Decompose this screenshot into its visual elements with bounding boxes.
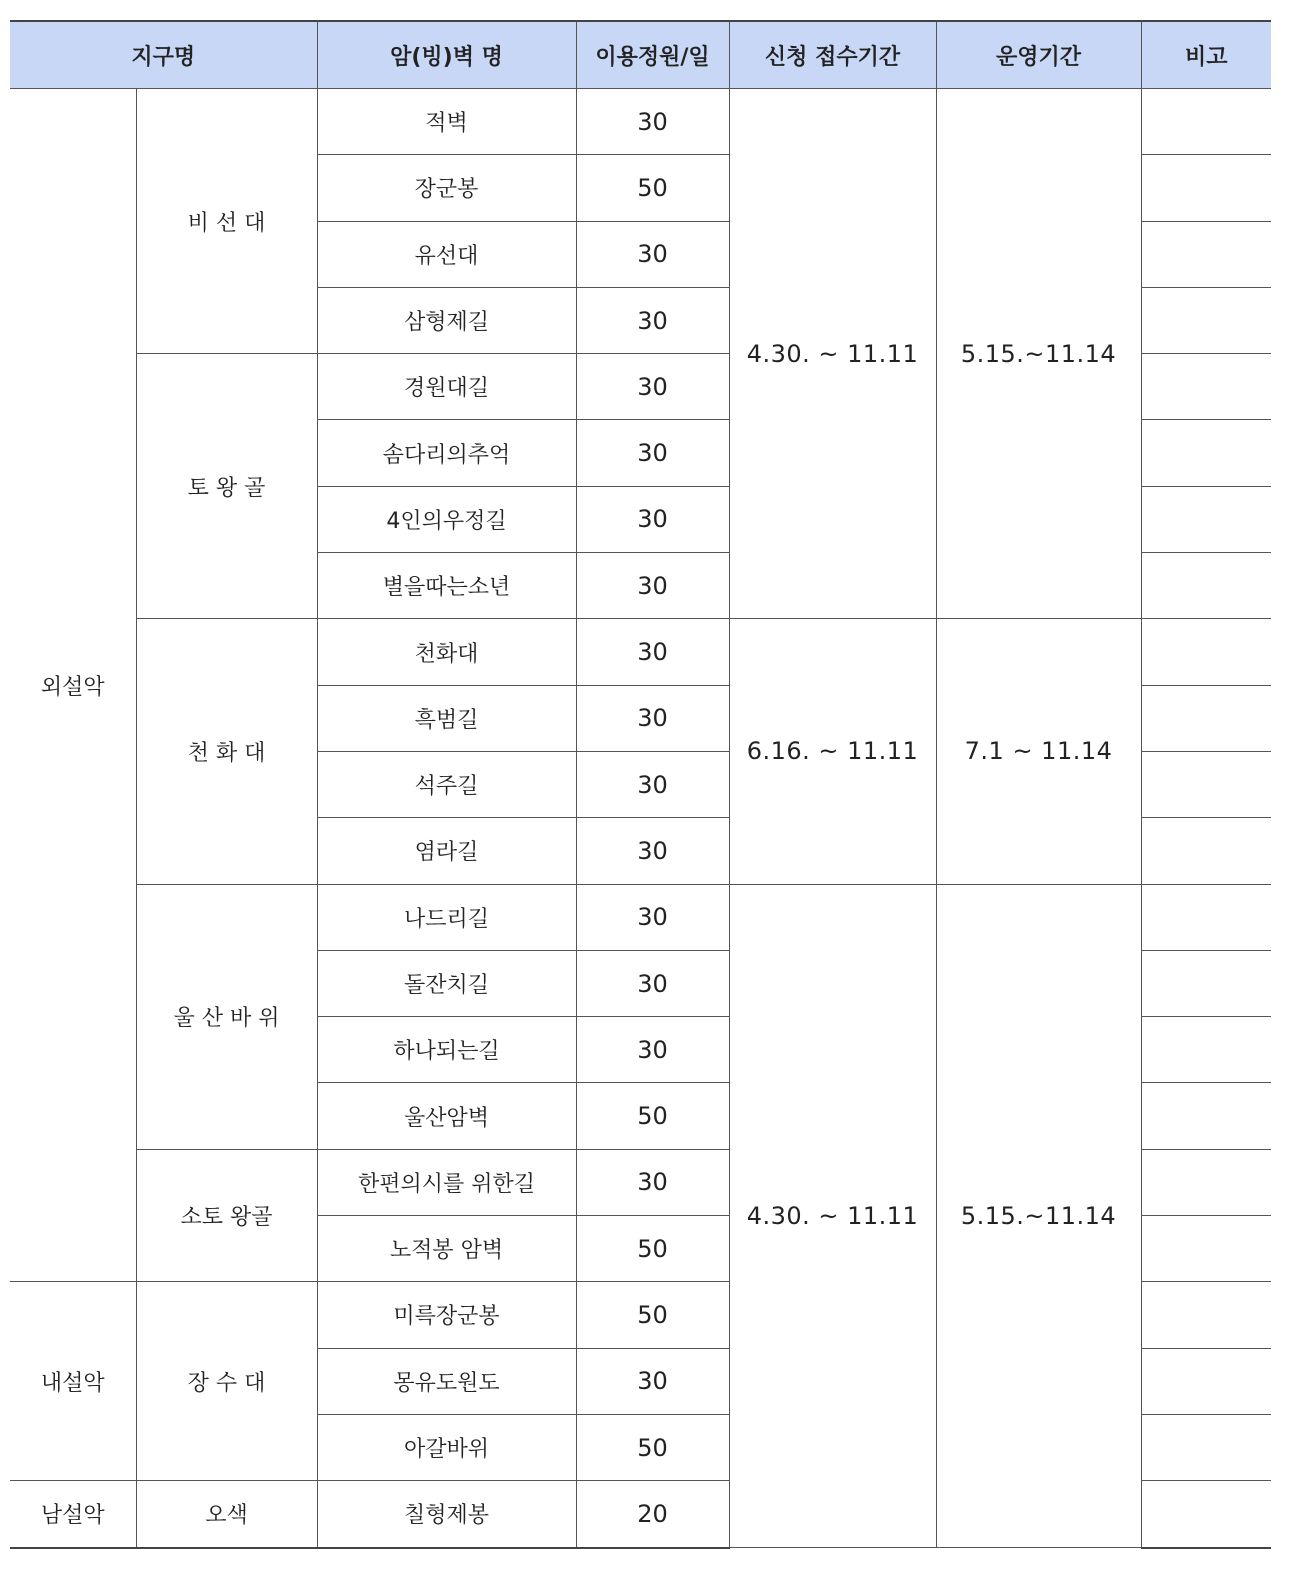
- route-cell: 천화대: [317, 619, 576, 685]
- note-cell: [1141, 1414, 1271, 1480]
- note-cell: [1141, 818, 1271, 884]
- capacity-cell: 30: [576, 751, 729, 817]
- note-cell: [1141, 287, 1271, 353]
- capacity-cell: 30: [576, 354, 729, 420]
- district-cell: 남설악: [10, 1481, 136, 1548]
- climbing-schedule-table: [10, 20, 1271, 1549]
- route-cell: 석주길: [317, 751, 576, 817]
- route-cell: 유선대: [317, 221, 576, 287]
- operation-period-cell: 5.15.~11.14: [936, 884, 1141, 1547]
- note-cell: [1141, 89, 1271, 155]
- capacity-cell: 30: [576, 89, 729, 155]
- table-row: [10, 884, 1271, 950]
- note-cell: [1141, 751, 1271, 817]
- note-cell: [1141, 685, 1271, 751]
- note-cell: [1141, 1149, 1271, 1215]
- capacity-cell: 30: [576, 1149, 729, 1215]
- note-cell: [1141, 221, 1271, 287]
- header-operation-period: 운영기간: [936, 21, 1141, 89]
- application-period-cell: 6.16. ~ 11.11: [729, 619, 936, 884]
- capacity-cell: 30: [576, 1017, 729, 1083]
- area-cell: 비 선 대: [136, 89, 317, 354]
- note-cell: [1141, 1017, 1271, 1083]
- note-cell: [1141, 950, 1271, 1016]
- capacity-cell: 30: [576, 685, 729, 751]
- route-cell: 염라길: [317, 818, 576, 884]
- area-cell: 소토 왕골: [136, 1149, 317, 1282]
- capacity-cell: 30: [576, 619, 729, 685]
- route-cell: 장군봉: [317, 155, 576, 221]
- area-cell: 오색: [136, 1481, 317, 1548]
- route-cell: 울산암벽: [317, 1083, 576, 1149]
- capacity-cell: 30: [576, 553, 729, 619]
- header-region: 지구명: [10, 21, 317, 89]
- operation-period-cell: 7.1 ~ 11.14: [936, 619, 1141, 884]
- route-cell: 적벽: [317, 89, 576, 155]
- capacity-cell: 30: [576, 221, 729, 287]
- route-cell: 4인의우정길: [317, 486, 576, 552]
- header-note: 비고: [1141, 21, 1271, 89]
- operation-period-cell: 5.15.~11.14: [936, 89, 1141, 619]
- capacity-cell: 30: [576, 950, 729, 1016]
- capacity-cell: 30: [576, 884, 729, 950]
- route-cell: 흑범길: [317, 685, 576, 751]
- note-cell: [1141, 1216, 1271, 1282]
- route-cell: 삼형제길: [317, 287, 576, 353]
- route-cell: 경원대길: [317, 354, 576, 420]
- route-cell: 아갈바위: [317, 1414, 576, 1480]
- table-row: [10, 619, 1271, 685]
- area-cell: 토 왕 골: [136, 354, 317, 619]
- header-route: 암(빙)벽 명: [317, 21, 576, 89]
- capacity-cell: 50: [576, 1083, 729, 1149]
- route-cell: 노적봉 암벽: [317, 1216, 576, 1282]
- note-cell: [1141, 1481, 1271, 1548]
- route-cell: 별을따는소년: [317, 553, 576, 619]
- application-period-cell: 4.30. ~ 11.11: [729, 884, 936, 1547]
- note-cell: [1141, 486, 1271, 552]
- capacity-cell: 50: [576, 155, 729, 221]
- capacity-cell: 50: [576, 1216, 729, 1282]
- area-cell: 울 산 바 위: [136, 884, 317, 1149]
- note-cell: [1141, 1282, 1271, 1348]
- area-cell: 장 수 대: [136, 1282, 317, 1481]
- note-cell: [1141, 619, 1271, 685]
- district-cell: 내설악: [10, 1282, 136, 1481]
- route-cell: 하나되는길: [317, 1017, 576, 1083]
- header-capacity: 이용정원/일: [576, 21, 729, 89]
- application-period-cell: 4.30. ~ 11.11: [729, 89, 936, 619]
- district-cell: 외설악: [10, 89, 136, 1282]
- capacity-cell: 50: [576, 1414, 729, 1480]
- capacity-cell: 30: [576, 486, 729, 552]
- capacity-cell: 50: [576, 1282, 729, 1348]
- note-cell: [1141, 1348, 1271, 1414]
- route-cell: 칠형제봉: [317, 1481, 576, 1548]
- header-row: [10, 21, 1271, 89]
- route-cell: 나드리길: [317, 884, 576, 950]
- capacity-cell: 20: [576, 1481, 729, 1548]
- note-cell: [1141, 1083, 1271, 1149]
- capacity-cell: 30: [576, 1348, 729, 1414]
- header-application-period: 신청 접수기간: [729, 21, 936, 89]
- area-cell: 천 화 대: [136, 619, 317, 884]
- note-cell: [1141, 884, 1271, 950]
- note-cell: [1141, 420, 1271, 486]
- capacity-cell: 30: [576, 420, 729, 486]
- route-cell: 몽유도원도: [317, 1348, 576, 1414]
- route-cell: 한편의시를 위한길: [317, 1149, 576, 1215]
- note-cell: [1141, 354, 1271, 420]
- note-cell: [1141, 155, 1271, 221]
- route-cell: 솜다리의추억: [317, 420, 576, 486]
- note-cell: [1141, 553, 1271, 619]
- route-cell: 돌잔치길: [317, 950, 576, 1016]
- route-cell: 미륵장군봉: [317, 1282, 576, 1348]
- table-row: [10, 89, 1271, 155]
- capacity-cell: 30: [576, 818, 729, 884]
- capacity-cell: 30: [576, 287, 729, 353]
